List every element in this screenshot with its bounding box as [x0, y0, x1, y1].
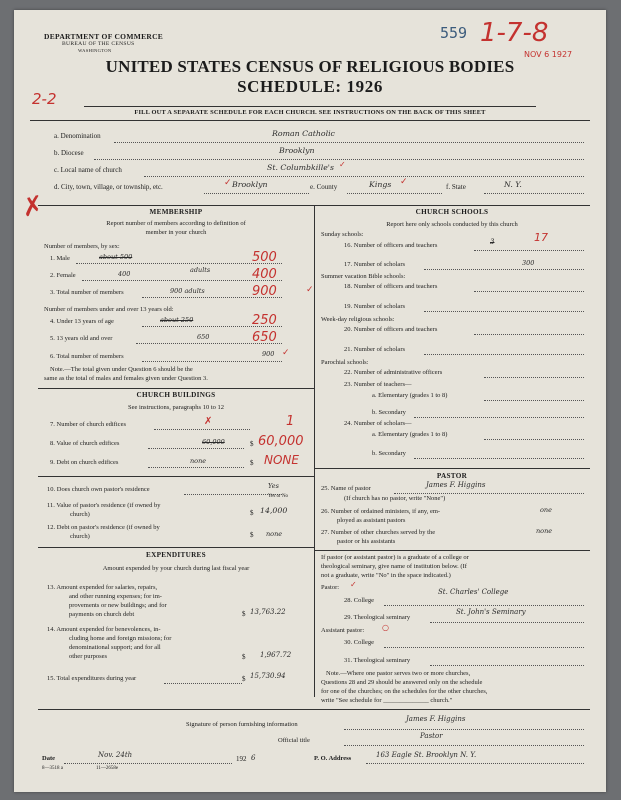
q8-value[interactable]: 60,000	[258, 434, 304, 449]
bureau-city: WASHINGTON	[78, 48, 112, 53]
q15-label: 15. Total expenditures during year	[47, 675, 137, 682]
q16-corrected-value[interactable]: 17	[534, 231, 548, 244]
q13-label-1: 13. Amount expended for salaries, repairs,	[47, 584, 158, 591]
q1-label: 1. Male	[50, 255, 70, 262]
q29-label: 29. Theological seminary	[344, 614, 411, 621]
q16-value[interactable]: 3	[490, 238, 495, 246]
q27-label-1: 27. Number of other churches served by the	[321, 529, 436, 536]
q2-label: 2. Female	[50, 272, 76, 279]
expenditures-sub: Amount expended by your church during last fiscal year	[102, 565, 250, 572]
q30-label: 30. College	[344, 639, 374, 646]
schedule-title: SCHEDULE: 1926	[237, 77, 383, 96]
q16-label: 16. Number of officers and teachers	[344, 242, 438, 249]
q4-note: about 250	[160, 316, 194, 324]
q26-label-1: 26. Number of ordained ministers, if any, em-	[321, 508, 441, 515]
date-received-stamp: NOV 6 1927	[524, 50, 573, 59]
q10-hint: Yes or No	[268, 494, 289, 499]
year-prefix: 192	[236, 755, 247, 763]
q13-label-2: and other running expenses; for im-	[69, 593, 162, 600]
q18-label: 18. Number of officers and teachers	[344, 283, 438, 290]
weekday-schools-label: Week-day religious schools:	[321, 316, 395, 323]
pastor-note-3: for one of the churches; on the schedules for the other churches,	[321, 688, 488, 695]
q25-hint: (If church has no pastor, write "None")	[344, 495, 446, 502]
q4-label: 4. Under 13 years of age	[50, 318, 114, 325]
q14-label-4: other purposes	[69, 653, 108, 660]
q26-label-2: ployed as assistant pastors	[337, 517, 406, 524]
members-by-sex-label: Number of members, by sex:	[44, 243, 120, 250]
q13-value[interactable]: 13,763.22	[250, 608, 286, 616]
q22-label: 22. Number of administrative officers	[344, 369, 443, 376]
q10-value[interactable]: Yes	[268, 482, 279, 490]
q8-old-value: 60,000	[202, 438, 225, 446]
membership-intro-2: member in your church	[145, 229, 207, 236]
denomination-value[interactable]: Roman Catholic	[272, 129, 335, 138]
q11-label-1: 11. Value of pastor's residence (if owned by	[47, 502, 161, 509]
q9-note: none	[190, 457, 207, 465]
q12-value[interactable]: none	[266, 530, 283, 538]
q20-label: 20. Number of officers and teachers	[344, 326, 438, 333]
print-code: 11—2658e	[96, 766, 119, 771]
q31-label: 31. Theological seminary	[344, 657, 411, 664]
q17-value[interactable]: 300	[522, 259, 535, 267]
q19-label: 19. Number of scholars	[344, 303, 406, 310]
official-title-value[interactable]: Pastor	[420, 732, 443, 740]
po-address-label: P. O. Address	[314, 755, 352, 762]
q17-label: 17. Number of scholars	[344, 261, 406, 268]
q3-label: 3. Total number of members	[50, 289, 124, 296]
q24-label: 24. Number of scholars—	[344, 420, 412, 427]
q27-value[interactable]: none	[536, 527, 553, 535]
summer-schools-label: Summer vacation Bible schools:	[321, 273, 406, 280]
date-value[interactable]: Nov. 24th	[98, 751, 133, 759]
signature-label: Signature of person furnishing information	[186, 721, 298, 728]
q12-label-2: church)	[70, 533, 90, 540]
q25-label: 25. Name of pastor	[321, 485, 371, 492]
state-value[interactable]: N. Y.	[504, 180, 522, 189]
q23a-label: a. Elementary (grades 1 to 8)	[372, 392, 448, 399]
official-title-label: Official title	[278, 737, 310, 744]
q12-label-1: 12. Debt on pastor's residence (if owned by	[47, 524, 160, 531]
serial-number: 559	[440, 24, 468, 42]
parochial-schools-label: Parochial schools:	[321, 359, 369, 366]
pastor-label: Pastor:	[321, 584, 340, 591]
q14-label-1: 14. Amount expended for benevolences, in-	[47, 626, 161, 633]
under-over-label: Number of members under and over 13 years old:	[44, 306, 174, 313]
q3-value[interactable]: 900	[252, 284, 277, 299]
q24b-label: b. Secondary	[372, 450, 406, 457]
q1-value[interactable]: 500	[252, 250, 277, 265]
q11-label-2: church)	[70, 511, 90, 518]
county-value[interactable]: Kings	[369, 180, 392, 189]
expenditures-heading: EXPENDITURES	[146, 551, 206, 559]
state-label: f. State	[446, 183, 466, 191]
pastor-note-4: write "See schedule for ______________ church."	[321, 697, 453, 704]
q7-value[interactable]: 1	[286, 414, 295, 429]
q4-value[interactable]: 250	[252, 313, 277, 328]
census-schedule-sheet: DEPARTMENT OF COMMERCE BUREAU OF THE CENSUS WASHINGTON 559 1-7-8 NOV 6 1927 UNITED STATES CENSUS OF RELIGIOUS BODIES SCHEDULE: 1926 2-2 FILL OUT A SEPARATE SCHEDULE FOR EACH CHURCH. SEE INSTRUCTIONS ON THE BACK OF THIS SHEET a. Denomination Roman Catholic b. Diocese Brooklyn c. Local name of church St. Columbkille's ✓ d. City, town, village, or township, etc. Brooklyn ✓ e. County Kings ✓ f. State N. Y. ✗ MEMBERSHIP Report number of members according to definition of member in your church Number of members, by sex: 1. Male about 500 500 2. Female 400 adults 400 3. Total number of members 900 adults 900 ✓ Number of members under and over 13 years old: 4. Under 13 years of age about 250 250 5. 13 years old and over 650 650 6. Total number of members 900 ✓ Note.—The total given under Question 6 should be the same as the total of males and females given under Question 3. CHURCH BUILDINGS See instructions, paragraphs 10 to 12 7. Number of church edifices ✗ 1 8. Value of church edifices 60,000 $ 60,000 9. Debt on church edifices none $ NONE 10. Does church own pastor's residence Yes Yes or No 11. Value of pastor's residence (if owned by church) $ 14,000 12. Debt on pastor's residence (if owned by church) $ none EXPENDITURES Amount expended by your church during last fiscal year 13. Amount expended for salaries, repairs, and other running expenses; for im- provements or new buildings; and for payments on church debt $ 13,763.22 14. Amount expended for benevolences, in- cluding home and foreign missions; for denominational support; and for all other purposes $ 1,967.72 15. Total expenditures during year $ 15,730.94 CHURCH SCHOOLS Report here only schools conducted by this church Sunday schools: 16. Number of officers and teachers 3 17 17. Number of scholars 300 Summer vacation Bible schools: 18. Number of officers and teachers 19. Number of scholars Week-day religious schools: 20. Number of officers and teachers 21. Number of scholars Parochial schools: 22. Number of administrative officers 23. Number of teachers— a. Elementary (grades 1 to 8) b. Secondary 24. Number of scholars— a. Elementary (grades 1 to 8) b. Secondary PASTOR 25. Name of pastor James F. Higgins (If church has no pastor, write "None") 26. Number of ordained ministers, if any, em- ployed as assistant pastors one 27. Number of other churches served by the pastor or his assistants none If pastor (or assistant pastor) is a graduate of a college or theological seminary, give name of institution below. (If not a graduate, write "No" in the space indicated.) Pastor: ✓ 28. College St. Charles' College 29. Theological seminary St. John's Seminary Assistant pastor: ○ 30. College 31. Theological seminary Note.—Where one pastor serves two or more churches, Questions 28 and 29 should be answered only on the schedule for one of the churches; on the schedules for the other churches, write "See schedule for ______________ church." Signature of person furnishing information James F. Higgins Official title Pastor Date Nov. 24th 192 6 P. O. Address 163 Eagle St. Brooklyn N. Y. 8—3518 a 11—2658e	[14, 10, 606, 792]
membership-intro-1: Report number of members according to definition of	[106, 220, 246, 227]
diocese-value[interactable]: Brooklyn	[279, 146, 315, 155]
margin-code: 2-2	[32, 90, 57, 108]
q5-note: 650	[197, 333, 210, 341]
q28-label: 28. College	[344, 597, 374, 604]
college-intro-3: not a graduate, write "No" in the space indicated.)	[321, 572, 451, 579]
pastor-heading: PASTOR	[436, 472, 468, 480]
denomination-label: a. Denomination	[54, 132, 101, 140]
diocese-label: b. Diocese	[54, 149, 84, 157]
assistant-pastor-label: Assistant pastor:	[321, 627, 365, 634]
q6-label: 6. Total number of members	[50, 353, 124, 360]
pastor-note-1: Note.—Where one pastor serves two or more churches,	[326, 670, 471, 677]
schools-sub: Report here only schools conducted by this church	[386, 221, 518, 228]
q2-adults-note: adults	[190, 266, 211, 274]
schools-heading: CHURCH SCHOOLS	[415, 208, 489, 216]
q21-label: 21. Number of scholars	[344, 346, 406, 353]
date-label: Date	[42, 755, 55, 762]
q23b-label: b. Secondary	[372, 409, 406, 416]
q2-value[interactable]: 400	[252, 267, 277, 282]
church-name-value[interactable]: St. Columbkille's	[267, 163, 334, 172]
q29-value[interactable]: St. John's Seminary	[456, 608, 526, 616]
buildings-heading: CHURCH BUILDINGS	[136, 391, 216, 399]
form-title: UNITED STATES CENSUS OF RELIGIOUS BODIES	[105, 57, 515, 76]
buildings-sub: See instructions, paragraphs 10 to 12	[127, 404, 225, 411]
q23-label: 23. Number of teachers—	[344, 381, 412, 388]
q26-value[interactable]: one	[540, 506, 552, 514]
year-value[interactable]: 6	[251, 754, 256, 762]
membership-note-2: same as the total of males and females given under Question 3.	[44, 375, 208, 382]
q7-label: 7. Number of church edifices	[50, 421, 126, 428]
q5-value[interactable]: 650	[252, 330, 277, 345]
q1-note: about 500	[99, 253, 133, 261]
q25-value[interactable]: James F. Higgins	[426, 481, 486, 489]
q15-value[interactable]: 15,730.94	[250, 672, 286, 680]
q24a-label: a. Elementary (grades 1 to 8)	[372, 431, 448, 438]
q14-value[interactable]: 1,967.72	[260, 651, 292, 659]
q6-note[interactable]: 900	[262, 350, 275, 358]
q2-note: 400	[118, 270, 131, 278]
q9-value[interactable]: NONE	[264, 453, 299, 467]
q10-label: 10. Does church own pastor's residence	[47, 486, 150, 493]
church-name-label: c. Local name of church	[54, 166, 122, 174]
q13-label-4: payments on church debt	[69, 611, 135, 618]
q5-label: 5. 13 years old and over	[50, 335, 113, 342]
q9-label: 9. Debt on church edifices	[50, 459, 119, 466]
bureau-name: BUREAU OF THE CENSUS	[62, 41, 135, 47]
membership-note-1: Note.—The total given under Question 6 should be the	[50, 366, 193, 373]
q8-label: 8. Value of church edifices	[50, 440, 120, 447]
pastor-note-2: Questions 28 and 29 should be answered only on the schedule	[321, 679, 483, 686]
q14-label-2: cluding home and foreign missions; for	[69, 635, 172, 642]
college-intro-1: If pastor (or assistant pastor) is a graduate of a college or	[321, 554, 469, 561]
q28-value[interactable]: St. Charles' College	[438, 588, 509, 596]
membership-heading: MEMBERSHIP	[149, 208, 203, 216]
college-intro-2: theological seminary, give name of institution below. (If	[321, 563, 467, 570]
signature-value[interactable]: James F. Higgins	[406, 715, 466, 723]
q27-label-2: pastor or his assistants	[337, 538, 396, 545]
po-address-value[interactable]: 163 Eagle St. Brooklyn N. Y.	[376, 751, 477, 759]
department-name: DEPARTMENT OF COMMERCE	[44, 32, 164, 41]
form-code: 8—3518 a	[42, 766, 63, 771]
q14-label-3: denominational support; and for all	[69, 644, 161, 651]
q11-value[interactable]: 14,000	[260, 506, 288, 515]
q13-label-3: provements or new buildings; and for	[69, 602, 167, 609]
handwritten-code: 1-7-8	[480, 18, 549, 48]
city-value[interactable]: Brooklyn	[232, 180, 268, 189]
q3-note: 900 adults	[170, 287, 205, 295]
city-label: d. City, town, village, or township, etc.	[54, 183, 163, 191]
instruction-line: FILL OUT A SEPARATE SCHEDULE FOR EACH CHURCH. SEE INSTRUCTIONS ON THE BACK OF THIS SHEET	[134, 109, 486, 116]
county-label: e. County	[310, 183, 338, 191]
sunday-schools-label: Sunday schools:	[321, 231, 364, 238]
